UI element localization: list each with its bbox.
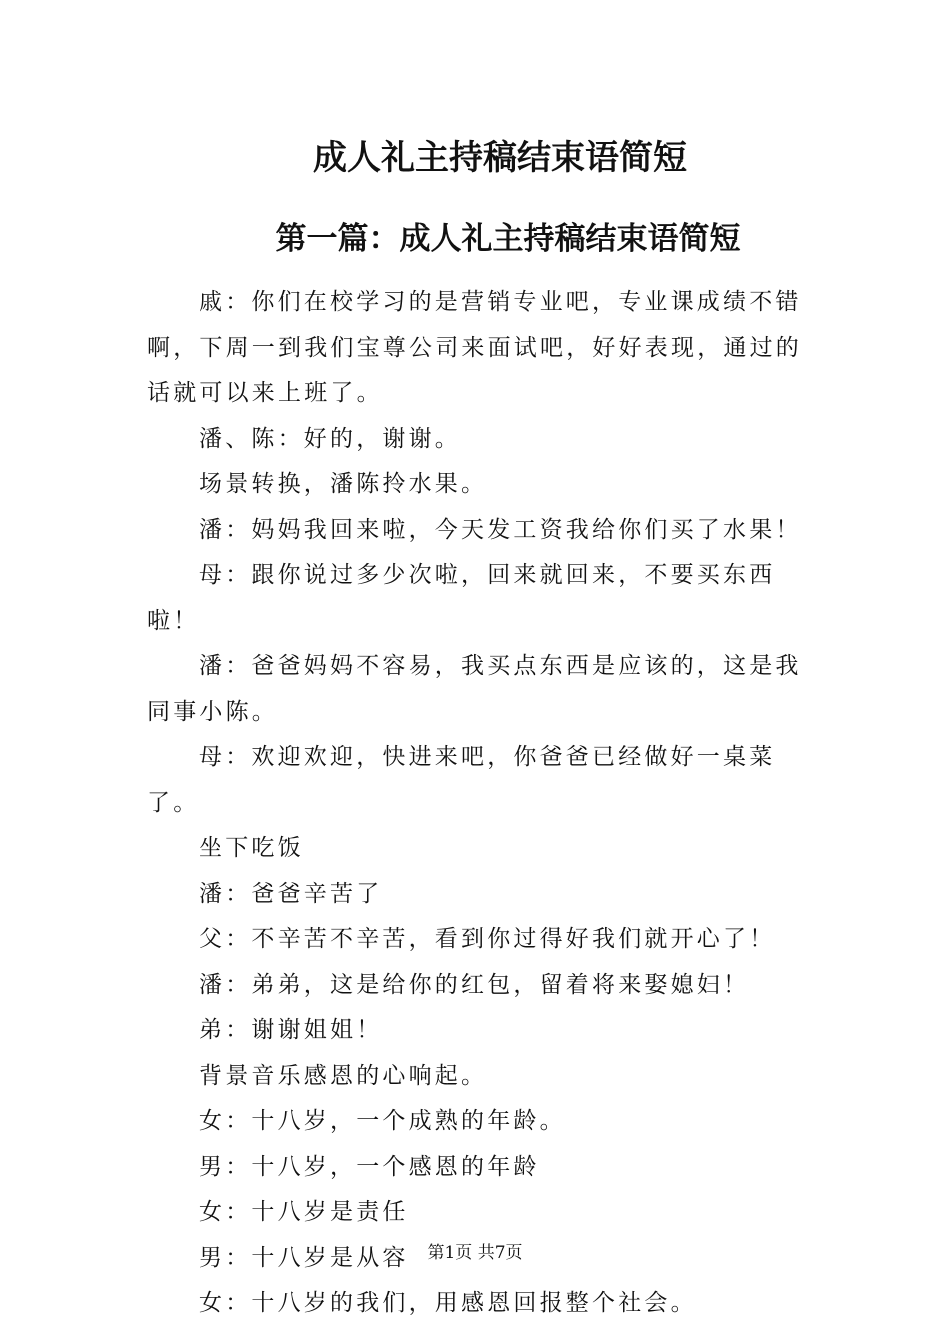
paragraph: 父：不辛苦不辛苦，看到你过得好我们就开心了！ <box>199 926 776 952</box>
paragraph: 弟：谢谢姐姐！ <box>199 1017 383 1043</box>
paragraph: 男：十八岁是从容 <box>199 1244 409 1271</box>
paragraph: 女：十八岁，一个成熟的年龄。 <box>199 1108 566 1134</box>
paragraph: 背景音乐感恩的心响起。 <box>199 1062 488 1089</box>
paragraph: 戚：你们在校学习的是营销专业吧，专业课成绩不错啊，下周一到我们宝尊公司来面试吧，好好表现，通过的话就可以来上班了。 <box>147 289 802 406</box>
paragraph: 潘：弟弟，这是给你的红包，留着将来娶媳妇！ <box>199 971 750 998</box>
paragraph: 潘：爸爸辛苦了 <box>199 880 383 907</box>
paragraph: 母：跟你说过多少次啦，回来就回来，不要买东西啦！ <box>147 562 776 634</box>
paragraph: 男：十八岁，一个感恩的年龄 <box>199 1153 540 1180</box>
paragraph: 女：十八岁是责任 <box>199 1199 409 1225</box>
paragraph: 潘：爸爸妈妈不容易，我买点东西是应该的，这是我同事小陈。 <box>147 653 802 725</box>
paragraph: 坐下吃饭 <box>199 835 304 861</box>
section-title: 第一篇：成人礼主持稿结束语简短 <box>275 221 741 257</box>
paragraph: 潘：妈妈我回来啦，今天发工资我给你们买了水果！ <box>199 516 802 543</box>
document-body <box>147 280 807 1327</box>
paragraph: 女：十八岁的我们，用感恩回报整个社会。 <box>199 1290 697 1316</box>
page-number-footer: 第1页 共7页 <box>427 1243 523 1263</box>
paragraph: 母：欢迎欢迎，快进来吧，你爸爸已经做好一桌菜了。 <box>147 744 776 816</box>
paragraph: 场景转换，潘陈拎水果。 <box>199 471 488 497</box>
document-title: 成人礼主持稿结束语简短 <box>313 138 687 178</box>
paragraph: 潘、陈：好的，谢谢。 <box>199 425 461 452</box>
